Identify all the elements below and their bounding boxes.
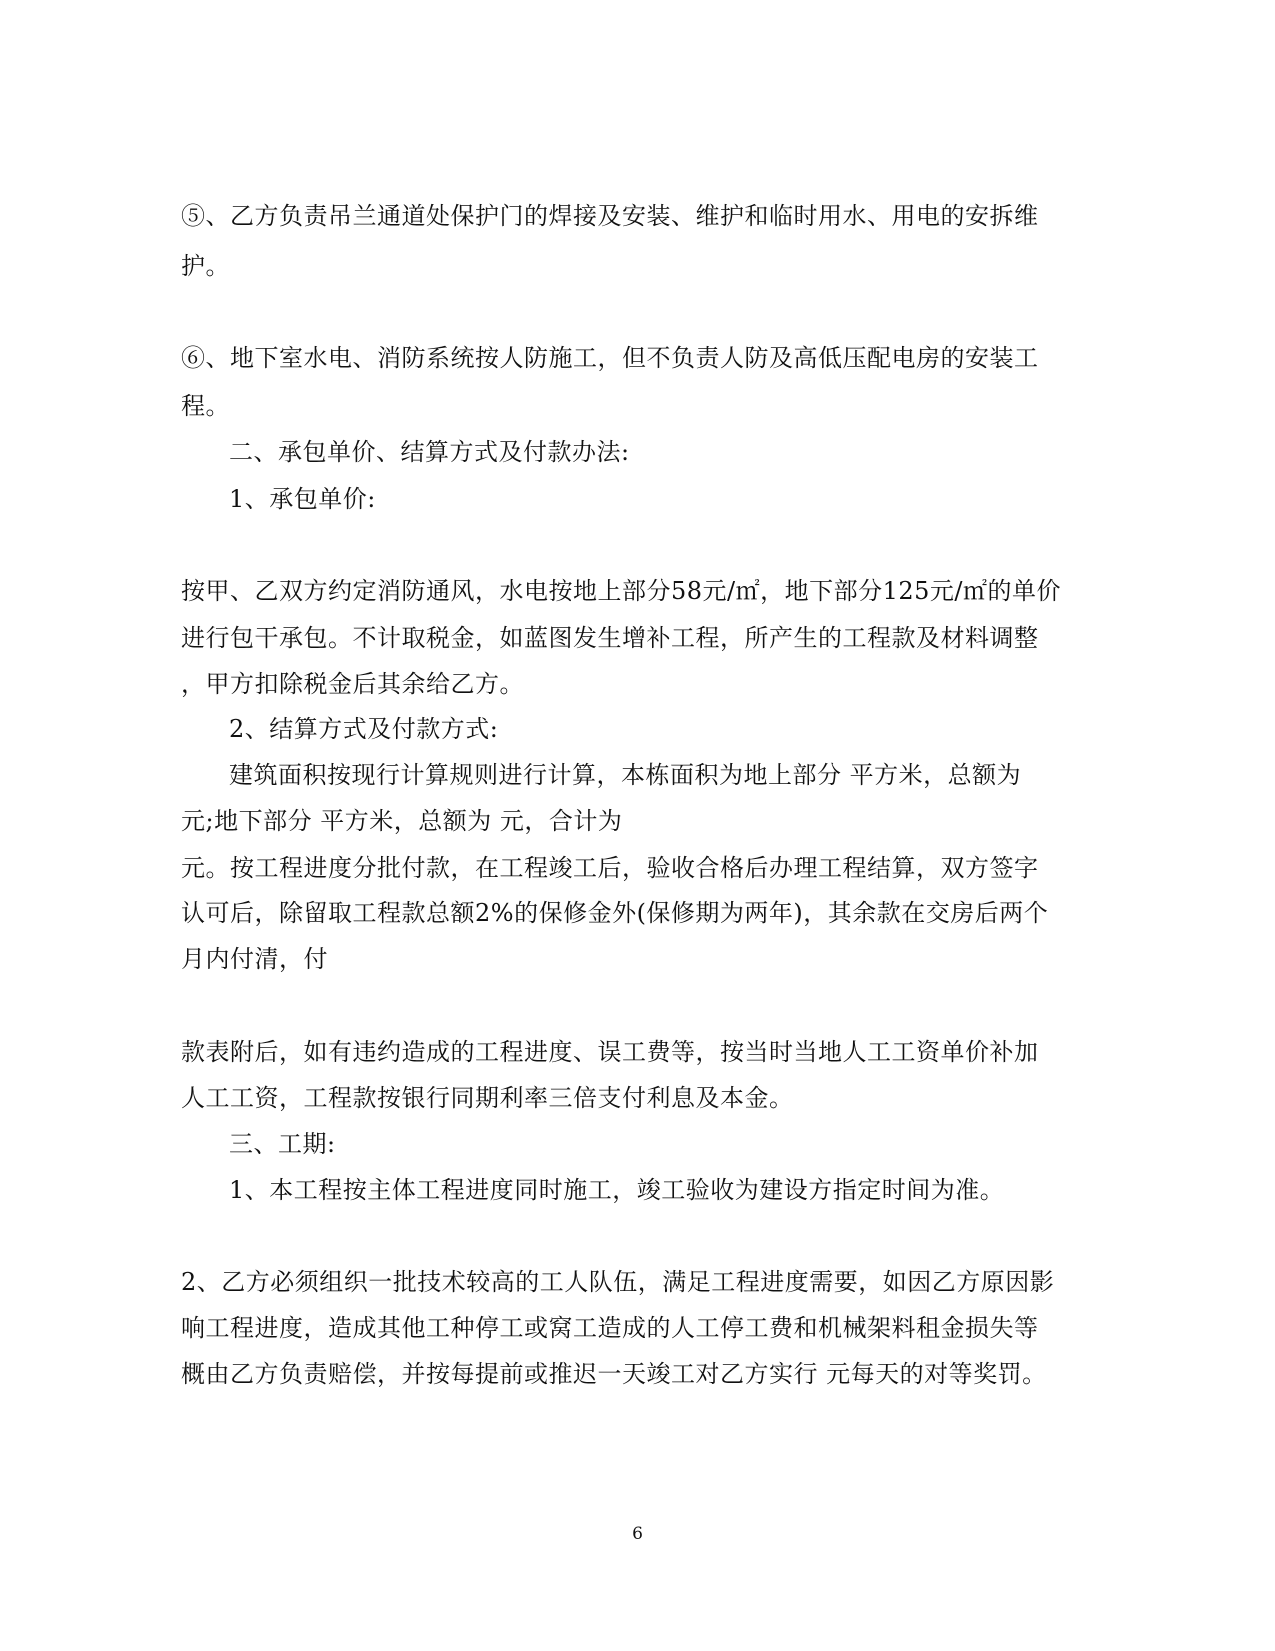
text-line: 响工程进度，造成其他工种停工或窝工造成的人工停工费和机械架料租金损失等 [181,1314,1039,1342]
text-line: 2、乙方必须组织一批技术较高的工人队伍，满足工程进度需要，如因乙方原因影 [181,1268,1055,1296]
section-heading: 三、工期: [229,1130,336,1158]
text-line: 月内付清，付 [181,945,328,973]
text-line: ⑤、乙方负责吊兰通道处保护门的焊接及安装、维护和临时用水、用电的安拆维 [181,202,1039,230]
text-line: 人工工资，工程款按银行同期利率三倍支付利息及本金。 [181,1084,794,1112]
text-line: 概由乙方负责赔偿，并按每提前或推迟一天竣工对乙方实行 元每天的对等奖罚。 [181,1360,1047,1388]
subsection-heading: 2、结算方式及付款方式: [229,715,499,743]
text-line: ，甲方扣除税金后其余给乙方。 [181,670,524,698]
page-number: 6 [632,1524,643,1544]
text-line: 认可后，除留取工程款总额2%的保修金外(保修期为两年)，其余款在交房后两个 [181,899,1049,927]
text-line: 按甲、乙双方约定消防通风，水电按地上部分58元/㎡，地下部分125元/㎡的单价 [181,577,1062,605]
text-line: ⑥、地下室水电、消防系统按人防施工，但不负责人防及高低压配电房的安装工 [181,344,1039,372]
text-line: 建筑面积按现行计算规则进行计算，本栋面积为地上部分 平方米，总额为 [229,761,1022,789]
text-line: 护。 [181,252,230,280]
text-line: 元。按工程进度分批付款，在工程竣工后，验收合格后办理工程结算，双方签字 [181,854,1039,882]
subsection-heading: 1、承包单价: [229,485,376,513]
text-line: 款表附后，如有违约造成的工程进度、误工费等，按当时当地人工工资单价补加 [181,1038,1039,1066]
text-line: 程。 [181,392,230,420]
section-heading: 二、承包单价、结算方式及付款办法: [229,438,630,466]
text-line: 元;地下部分 平方米，总额为 元，合计为 [181,807,623,835]
text-line: 1、本工程按主体工程进度同时施工，竣工验收为建设方指定时间为准。 [229,1176,1005,1204]
text-line: 进行包干承包。不计取税金，如蓝图发生增补工程，所产生的工程款及材料调整 [181,624,1039,652]
